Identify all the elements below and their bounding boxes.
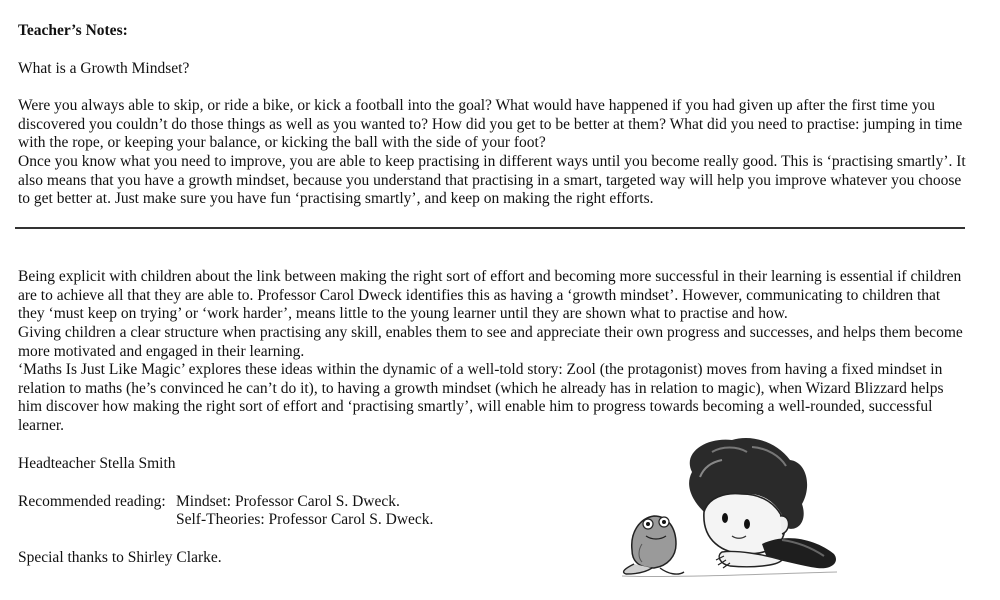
paragraph-intro: Were you always able to skip, or ride a bike, or kick a football into the goal? What would have happened if you had given up after the first time you discovered you couldn’t do those things as well as you wanted to? How did you get to be better at them? What did you need to practise: jumping in time with the rope, or keeping your balance, or kicking the ball with the side of your foot?	[18, 97, 963, 152]
page-title: Teacher’s Notes:	[18, 22, 128, 39]
signoff-headteacher: Headteacher Stella Smith	[18, 455, 176, 472]
boy-eye-right	[744, 519, 750, 529]
recommended-reading-label: Recommended reading:	[18, 493, 166, 510]
paragraph-story-summary: ‘Maths Is Just Like Magic’ explores these ideas within the dynamic of a well-told story: Zool (the protagonist) moves from having a fixed mindset in relation to maths (he’s convinced he can’t do it), to having a growth mindset (which he already has in relation to magic), when Wizard Blizzard helps him discover how making the right sort of effort and ‘practising smartly’, will enable him to progress towards becoming a well-rounded, successful learner.	[18, 361, 944, 434]
paragraph-clear-structure: Giving children a clear structure when practising any skill, enables them to see and appreciate their own progress and successes, and helps them become more motivated and engaged in their learning.	[18, 324, 963, 360]
special-thanks: Special thanks to Shirley Clarke.	[18, 549, 222, 566]
paragraph-explicit-effort: Being explicit with children about the link between making the right sort of effort and becoming more successful in their learning is essential if children are to achieve all that they are able to. Professor Carol Dweck identifies this as having a ‘growth mindset’. However, communicating to children that they ‘must keep on trying’ or ‘work harder’, means little to the young learner until they are shown what to practise and how.	[18, 268, 962, 323]
recommended-reading-item: Mindset: Professor Carol S. Dweck.	[176, 493, 400, 510]
boy-and-frog-illustration	[612, 432, 842, 582]
section-divider	[15, 227, 965, 229]
paragraph-practising-smartly: Once you know what you need to improve, you are able to keep practising in different ways until you become really good. This is ‘practising smartly’. It also means that you have a growth mindset, because you understand that practising in a smart, targeted way will help you improve whatever you choose to get better at. Just make sure you have fun ‘practising smartly’, and keep on making the right efforts.	[18, 153, 966, 208]
frog-illustration	[624, 516, 684, 574]
section-question: What is a Growth Mindset?	[18, 60, 190, 77]
recommended-reading-item: Self-Theories: Professor Carol S. Dweck.	[176, 511, 434, 528]
boy-eye-left	[722, 513, 728, 523]
